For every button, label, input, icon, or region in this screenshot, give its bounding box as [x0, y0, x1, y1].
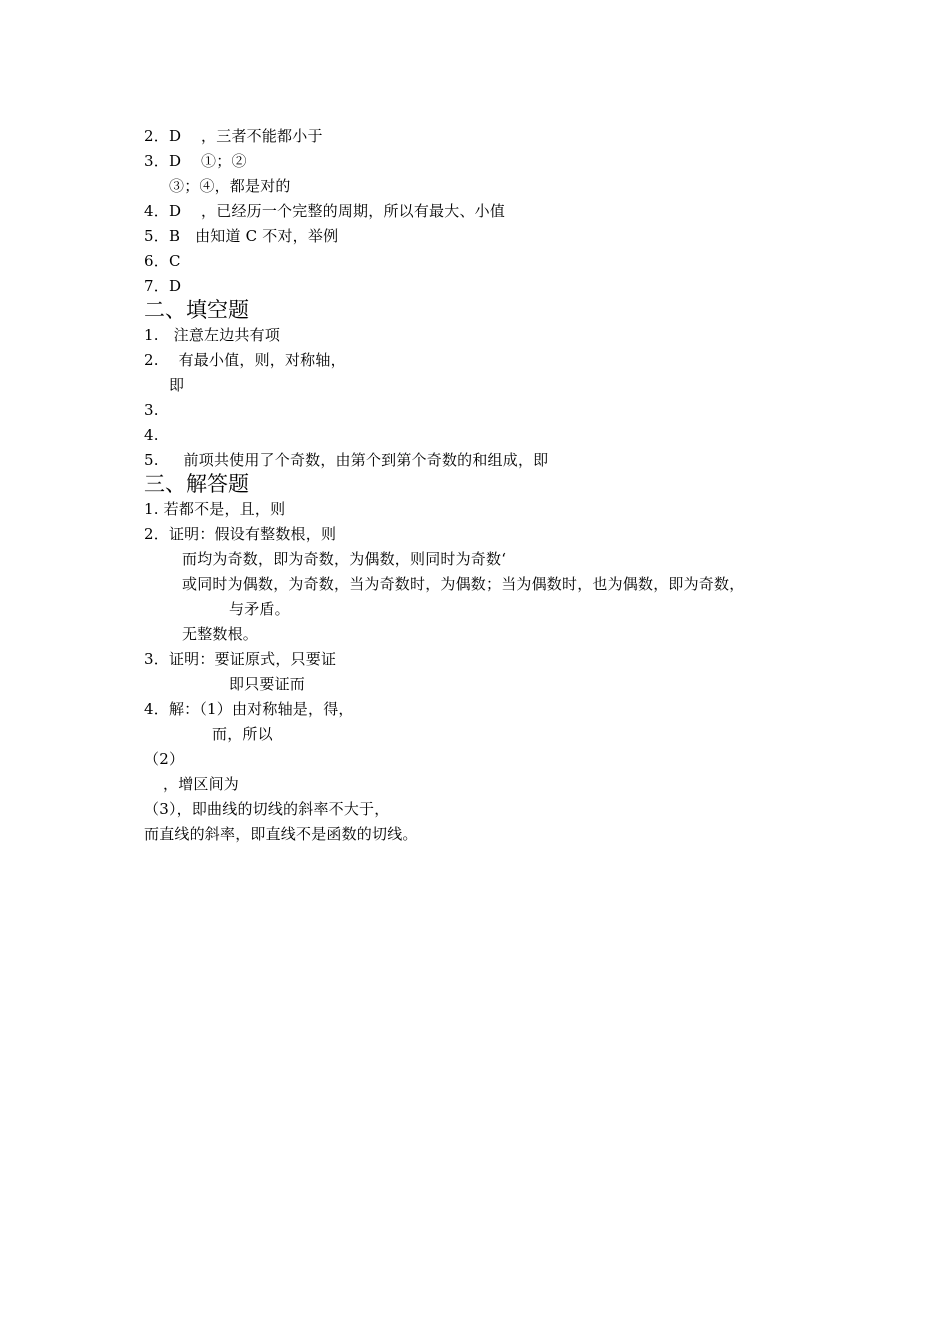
- solution-4-line-2: 而，所以: [212, 725, 273, 743]
- fill-answer-3: 3.: [144, 401, 159, 419]
- answer-6: 6．C: [144, 252, 181, 270]
- answer-3: 3．D ①；②: [144, 152, 247, 170]
- solution-3-line-2: 即只要证而: [229, 675, 306, 693]
- solution-4-part-3-line-2: 而直线的斜率，即直线不是函数的切线。: [144, 825, 418, 843]
- solution-4-part-2: （2）: [144, 750, 185, 768]
- solution-2-line-3: 或同时为偶数，为奇数，当为奇数时，为偶数；当为偶数时，也为偶数，即为奇数，: [182, 575, 745, 593]
- solution-2-line-2: 而均为奇数，即为奇数，为偶数，则同时为奇数‘: [182, 550, 507, 568]
- solution-4-part-3: （3），即曲线的切线的斜率不大于，: [144, 800, 390, 818]
- answer-3-continued: ③；④，都是对的: [169, 177, 291, 195]
- section-heading-fill-blank: 二、填空题: [144, 298, 249, 322]
- solution-2: 2．证明：假设有整数根，则: [144, 525, 337, 543]
- answer-5: 5．B 由知道 C 不对，举例: [144, 227, 339, 245]
- solution-4-part-2-line-2: ，增区间为: [163, 775, 240, 793]
- fill-answer-5: 5. 前项共使用了个奇数，由第个到第个奇数的和组成，即: [144, 451, 549, 469]
- fill-answer-1: 1. 注意左边共有项: [144, 326, 281, 344]
- answer-4: 4．D ，已经历一个完整的周期，所以有最大、小值: [144, 202, 506, 220]
- solution-3: 3．证明：要证原式，只要证: [144, 650, 337, 668]
- answer-2: 2．D ，三者不能都小于: [144, 127, 323, 145]
- answer-7: 7．D: [144, 277, 182, 295]
- solution-4: 4．解：（1）由对称轴是，得，: [144, 700, 354, 718]
- fill-answer-4: 4.: [144, 426, 159, 444]
- solution-2-line-4: 与矛盾。: [229, 600, 290, 618]
- solution-1: 1. 若都不是，且，则: [144, 500, 286, 518]
- solution-2-conclusion: 无整数根。: [182, 625, 259, 643]
- fill-answer-2: 2. 有最小值，则，对称轴，: [144, 351, 346, 369]
- fill-answer-2-continued: 即: [169, 376, 185, 394]
- section-heading-solutions: 三、解答题: [144, 472, 249, 496]
